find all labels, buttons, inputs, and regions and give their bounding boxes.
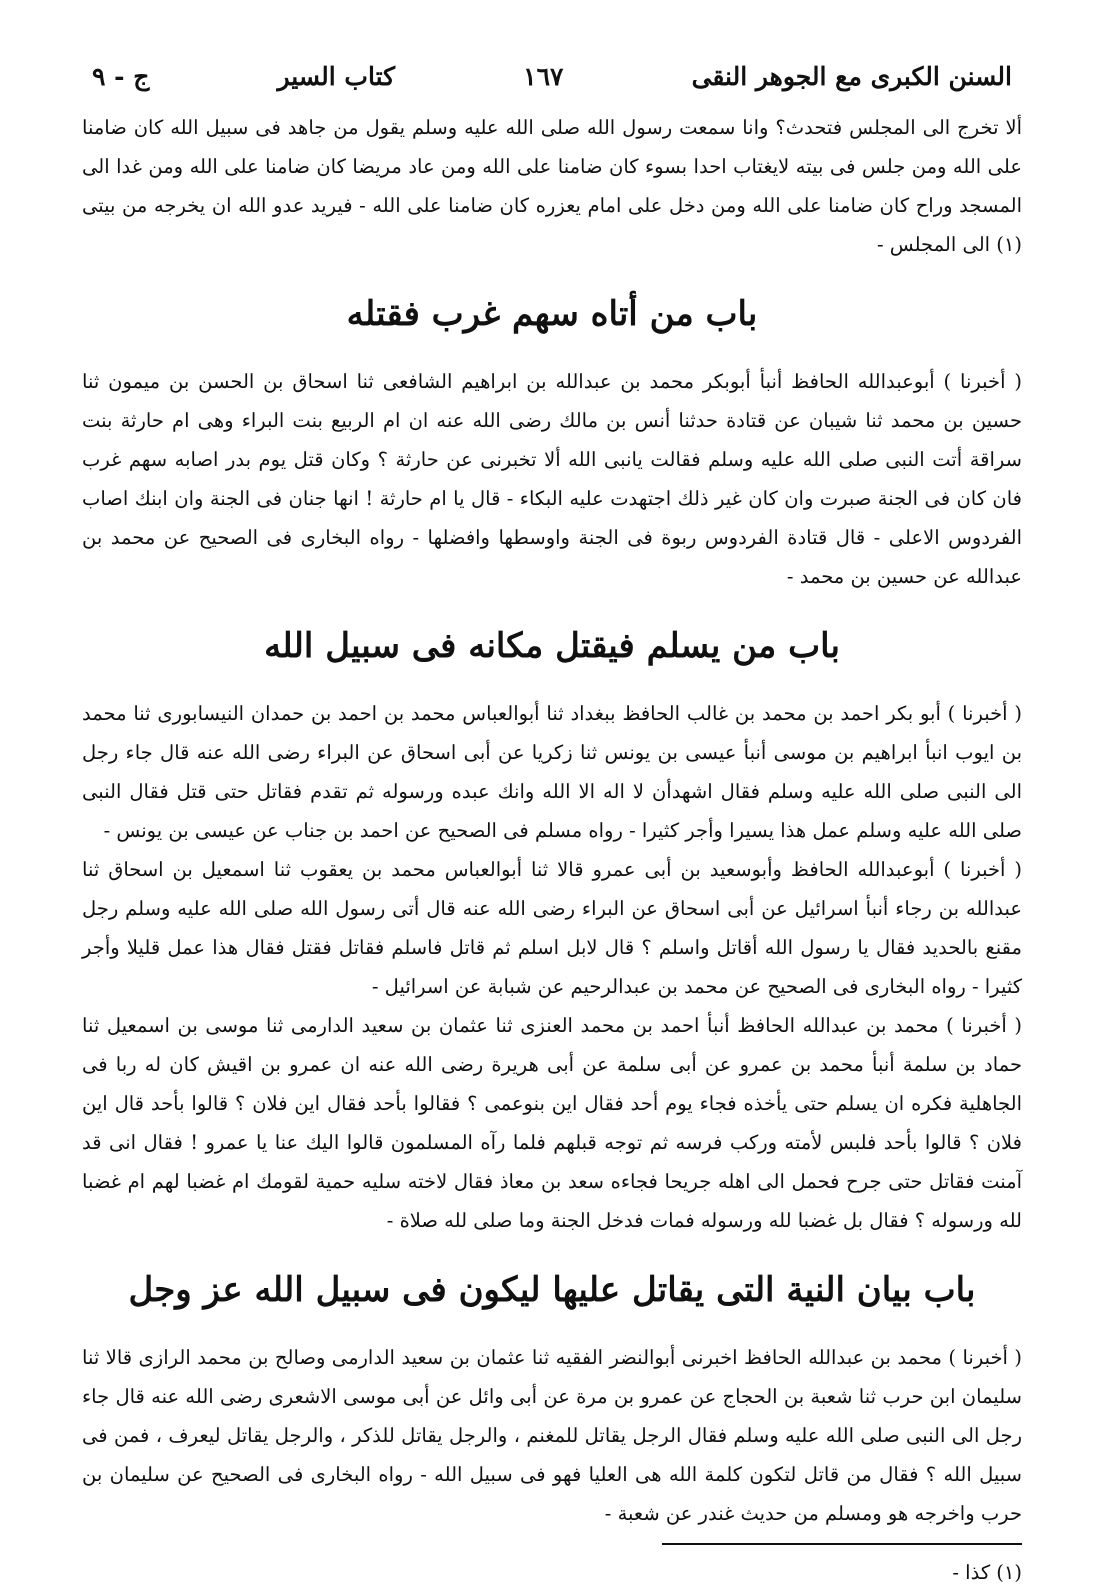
header-book-title: السنن الكبرى مع الجوهر النقى: [691, 62, 1012, 91]
footnote-divider: [662, 1543, 1022, 1545]
header-page-number: ١٦٧: [523, 62, 564, 91]
hadith-paragraph: ( أخبرنا ) أبوعبدالله الحافظ أنبأ أبوبكر محمد بن عبدالله بن ابراهيم الشافعى ثنا اسحاق بن الحسن بن ميمون ثنا حسين بن محمد ثنا شيبان عن قتادة حدثنا أنس بن مالك رضى الله عنه ان ام الربيع بنت البراء وهى ام حارثة بنت سراقة أتت النبى صلى الله عليه وسلم فقالت يانبى الله ألا تخبرنى عن حارثة ؟ وكان قتل يوم بدر اصابه سهم غرب فان كان فى الجنة صبرت وان كان غير ذلك اجتهدت عليه البكاء - قال يا ام حارثة ! انها جنان فى الجنة وان ابنك اصاب الفردوس الاعلى - قال قتادة الفردوس ربوة فى الجنة واوسطها وافضلها - رواه البخارى فى الصحيح عن محمد بن عبدالله عن حسين بن محمد -: [82, 370, 1022, 588]
hadith-paragraph: ( أخبرنا ) أبوعبدالله الحافظ وأبوسعيد بن أبى عمرو قالا ثنا أبوالعباس محمد بن يعقوب ثنا اسمعيل بن اسحاق ثنا عبدالله بن رجاء أنبأ اسرائيل عن أبى اسحاق عن البراء رضى الله عنه قال أتى رسول الله صلى الله عليه وسلم رجل مقنع بالحديد فقال يا رسول الله أقاتل واسلم ؟ قال لابل اسلم ثم قاتل فاسلم فقاتل فقتل فقال هذا عمل قليلا وأجر كثيرا - رواه البخارى فى الصحيح عن محمد بن عبدالرحيم عن شبابة عن اسرائيل -: [82, 858, 1022, 998]
chapter-title: باب من أتاه سهم غرب فقتله: [346, 294, 758, 334]
header-volume: ج - ٩: [92, 62, 150, 91]
hadith-paragraph: ( أخبرنا ) أبو بكر احمد بن محمد بن غالب الحافظ ببغداد ثنا أبوالعباس محمد بن احمد بن حمدان النيسابورى ثنا محمد بن ايوب انبأ ابراهيم بن موسى أنبأ عيسى بن يونس ثنا زكريا عن أبى اسحاق عن البراء رضى الله عنه قال جاء رجل الى النبى صلى الله عليه وسلم فقال اشهدأن لا اله الا الله وانك عبده ورسوله ثم تقدم فقاتل حتى قتل فقال النبى صلى الله عليه وسلم عمل هذا يسيرا وأجر كثيرا - رواه مسلم فى الصحيح عن احمد بن جناب عن عيسى بن يونس -: [82, 702, 1022, 842]
header-section-name: كتاب السير: [277, 62, 396, 91]
hadith-paragraph: ( أخبرنا ) محمد بن عبدالله الحافظ أنبأ احمد بن محمد العنزى ثنا عثمان بن سعيد الدارمى ثنا موسى بن اسمعيل ثنا حماد بن سلمة أنبأ محمد بن عمرو عن أبى سلمة عن أبى هريرة رضى الله عنه ان عمرو بن اقيش كان له ربا فى الجاهلية فكره ان يسلم حتى يأخذه فجاء يوم أحد فقال اين بنوعمى ؟ فقالوا بأحد فقال اين فلان ؟ قالوا بأحد قال اين فلان ؟ قالوا بأحد فلبس لأمته وركب فرسه ثم توجه قبلهم فلما رآه المسلمون قالوا اليك عنا يا عمرو ! فقال انى قد آمنت فقاتل حتى جرح فحمل الى اهله جريحا فجاءه سعد بن معاذ فقال لاخته سليه حمية لقومك ام غضبا لهم ام غضبا لله ورسوله ؟ فقال بل غضبا لله ورسوله فمات فدخل الجنة وما صلى لله صلاة -: [82, 1014, 1022, 1232]
intro-paragraph: ألا تخرج الى المجلس فتحدث؟ وانا سمعت رسول الله صلى الله عليه وسلم يقول من جاهد فى سبيل الله كان ضامنا على الله ومن جلس فى بيته لايغتاب احدا بسوء كان ضامنا على الله ومن عاد مريضا كان ضامنا على الله ومن غدا الى المسجد وراح كان ضامنا على الله ومن دخل على امام يعزره كان ضامنا على الله - فيريد عدو الله ان يخرجه من بيتى (١) الى المجلس -: [82, 116, 1022, 256]
footnote: (١) كذا -: [952, 1561, 1022, 1584]
chapter-title: باب بيان النية التى يقاتل عليها ليكون فى سبيل الله عز وجل: [128, 1270, 976, 1310]
running-header: [82, 62, 1022, 108]
chapter-title: باب من يسلم فيقتل مكانه فى سبيل الله: [264, 626, 840, 666]
hadith-paragraph: ( أخبرنا ) محمد بن عبدالله الحافظ اخبرنى أبوالنضر الفقيه ثنا عثمان بن سعيد الدارمى وصالح بن محمد الرازى قالا ثنا سليمان ابن حرب ثنا شعبة بن الحجاج عن عمرو بن مرة عن أبى وائل عن أبى موسى الاشعرى رضى الله عنه قال جاء رجل الى النبى صلى الله عليه وسلم فقال الرجل يقاتل للمغنم ، والرجل يقاتل للذكر ، والرجل يقاتل ليعرف ، فمن فى سبيل الله ؟ فقال من قاتل لتكون كلمة الله هى العليا فهو فى سبيل الله - رواه البخارى فى الصحيح عن سليمان بن حرب واخرجه هو ومسلم من حديث غندر عن شعبة -: [82, 1346, 1022, 1525]
